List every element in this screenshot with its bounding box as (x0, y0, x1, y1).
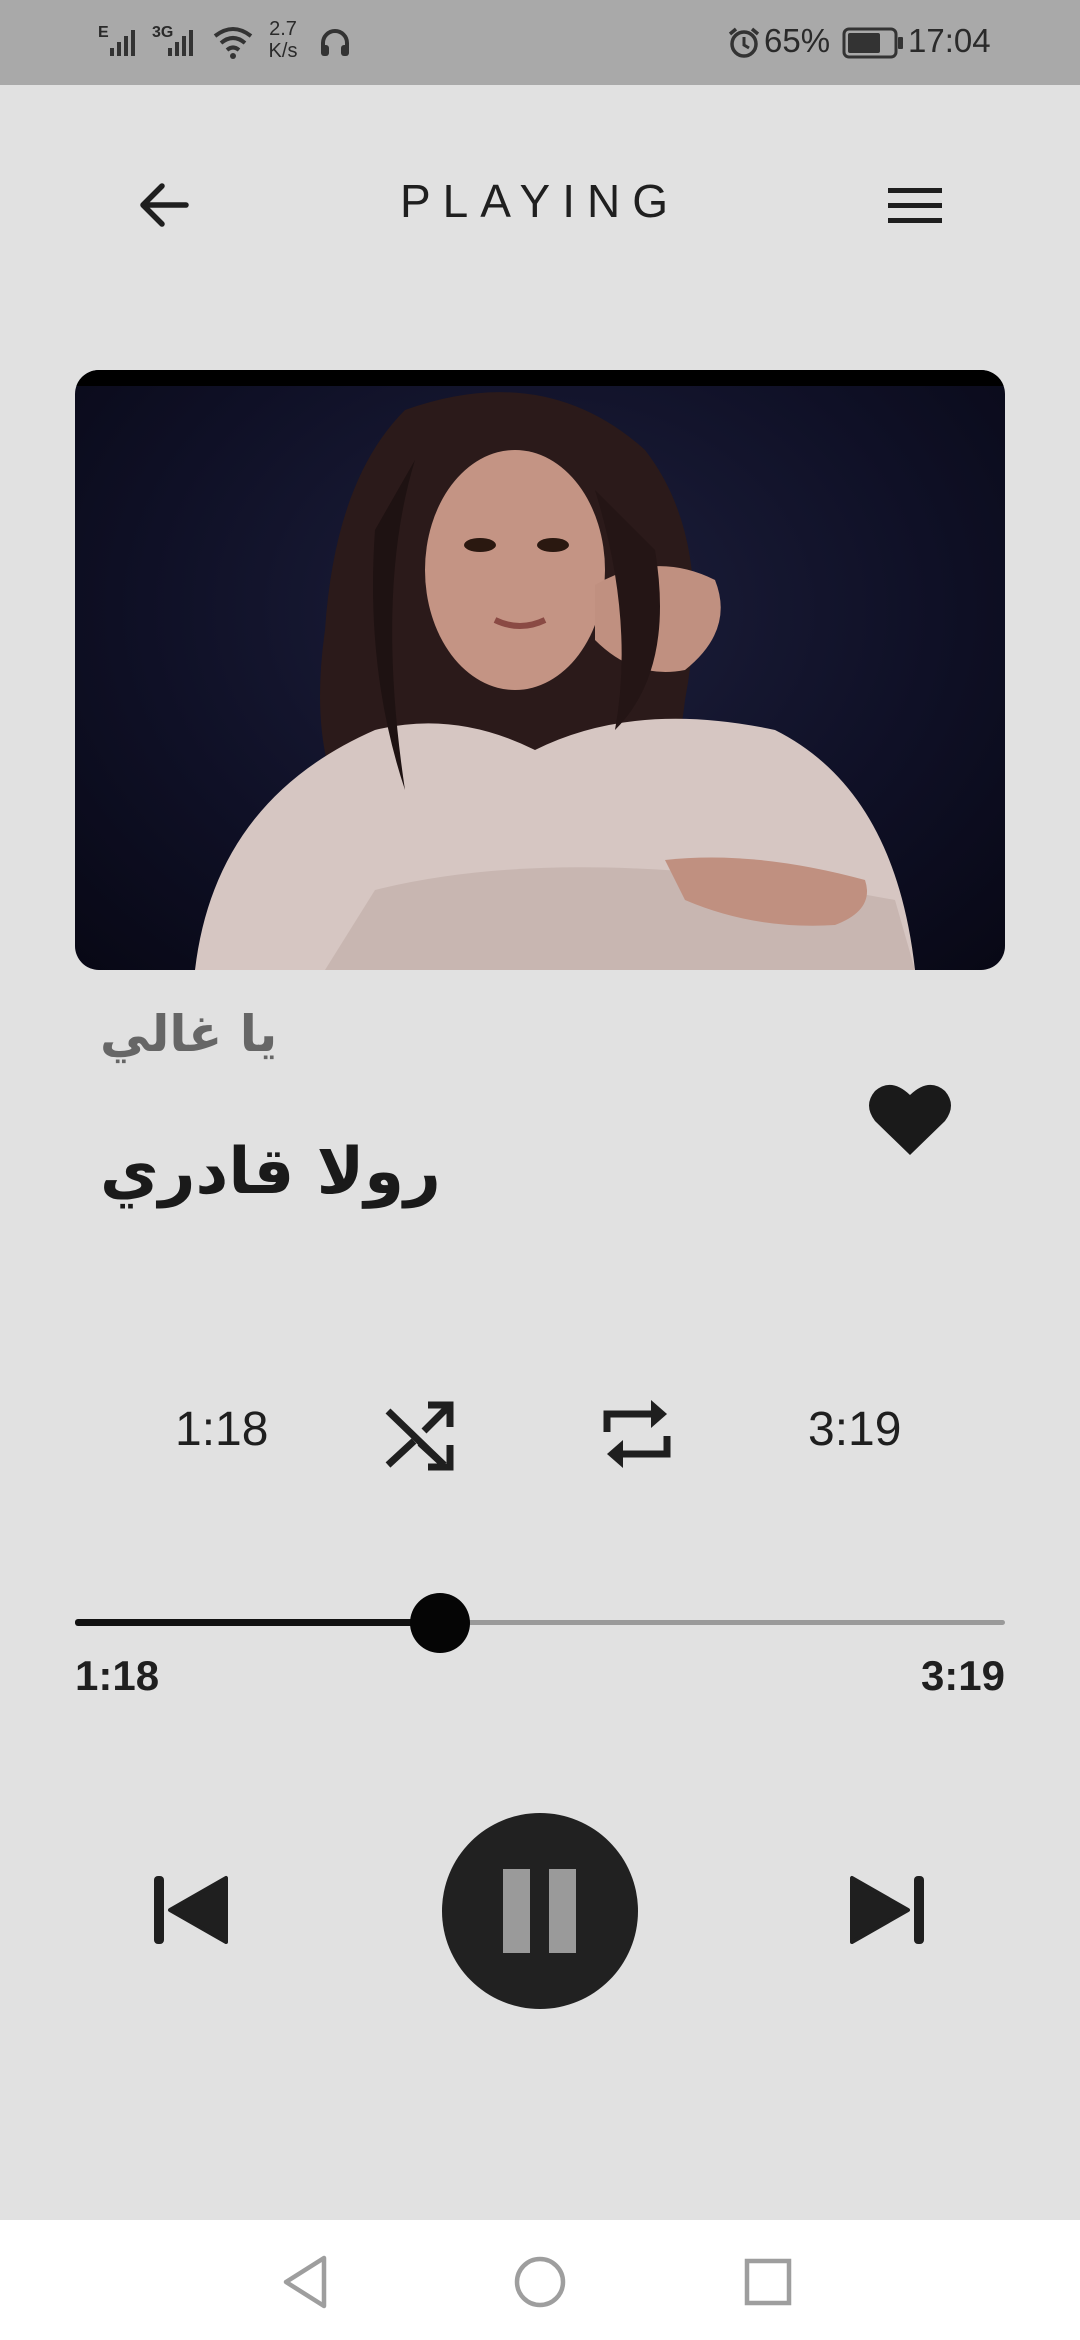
seek-thumb[interactable] (410, 1593, 470, 1653)
heart-icon (865, 1075, 955, 1165)
seek-bar[interactable] (75, 1600, 1005, 1646)
battery-percent: 65% (764, 22, 831, 59)
wifi-icon (212, 24, 254, 60)
system-nav-bar (0, 2220, 1080, 2340)
circle-home-icon (508, 2250, 572, 2314)
seek-elapsed-time: 1:18 (75, 1652, 160, 1699)
artist-photo (75, 370, 1005, 970)
back-button[interactable] (130, 170, 200, 240)
repeat-button[interactable] (597, 1392, 677, 1476)
seek-progress (75, 1619, 440, 1626)
signal-icon-2 (166, 26, 202, 58)
status-clock: 17:04 (908, 22, 991, 59)
previous-button[interactable] (150, 1870, 230, 1950)
arrow-left-icon (130, 170, 200, 240)
shuffle-icon (380, 1395, 460, 1475)
network-type-e: E (98, 24, 109, 41)
square-recents-icon (736, 2250, 800, 2314)
triangle-back-icon (276, 2250, 340, 2314)
alarm-icon (726, 25, 762, 61)
seek-total-time: 3:19 (920, 1652, 1005, 1699)
next-button[interactable] (848, 1870, 928, 1950)
signal-icon (108, 26, 144, 58)
skip-previous-icon (150, 1870, 230, 1950)
play-pause-button[interactable] (442, 1813, 638, 2009)
menu-icon (880, 175, 950, 235)
page-title: PLAYING (400, 175, 680, 227)
menu-button[interactable] (880, 175, 950, 235)
network-speed-value: 2.7 (269, 18, 297, 40)
song-title: يا غالي (100, 1005, 278, 1063)
headphones-icon (318, 26, 352, 60)
shuffle-button[interactable] (380, 1395, 460, 1475)
network-speed-unit: K/s (268, 40, 298, 62)
battery-icon (842, 27, 904, 59)
network-speed (262, 18, 304, 62)
skip-next-icon (848, 1870, 928, 1950)
elapsed-time-label: 1:18 (175, 1403, 269, 1456)
favorite-button[interactable] (865, 1075, 955, 1165)
nav-back-button[interactable] (276, 2250, 340, 2314)
artist-name: رولا قادري (100, 1135, 441, 1209)
album-art (75, 370, 1005, 970)
repeat-icon (597, 1392, 677, 1476)
pause-icon (442, 1813, 638, 2009)
network-type-3g: 3G (152, 24, 174, 41)
duration-label: 3:19 (808, 1403, 902, 1456)
status-bar (0, 0, 1080, 85)
nav-home-button[interactable] (508, 2250, 572, 2314)
nav-recents-button[interactable] (736, 2250, 800, 2314)
